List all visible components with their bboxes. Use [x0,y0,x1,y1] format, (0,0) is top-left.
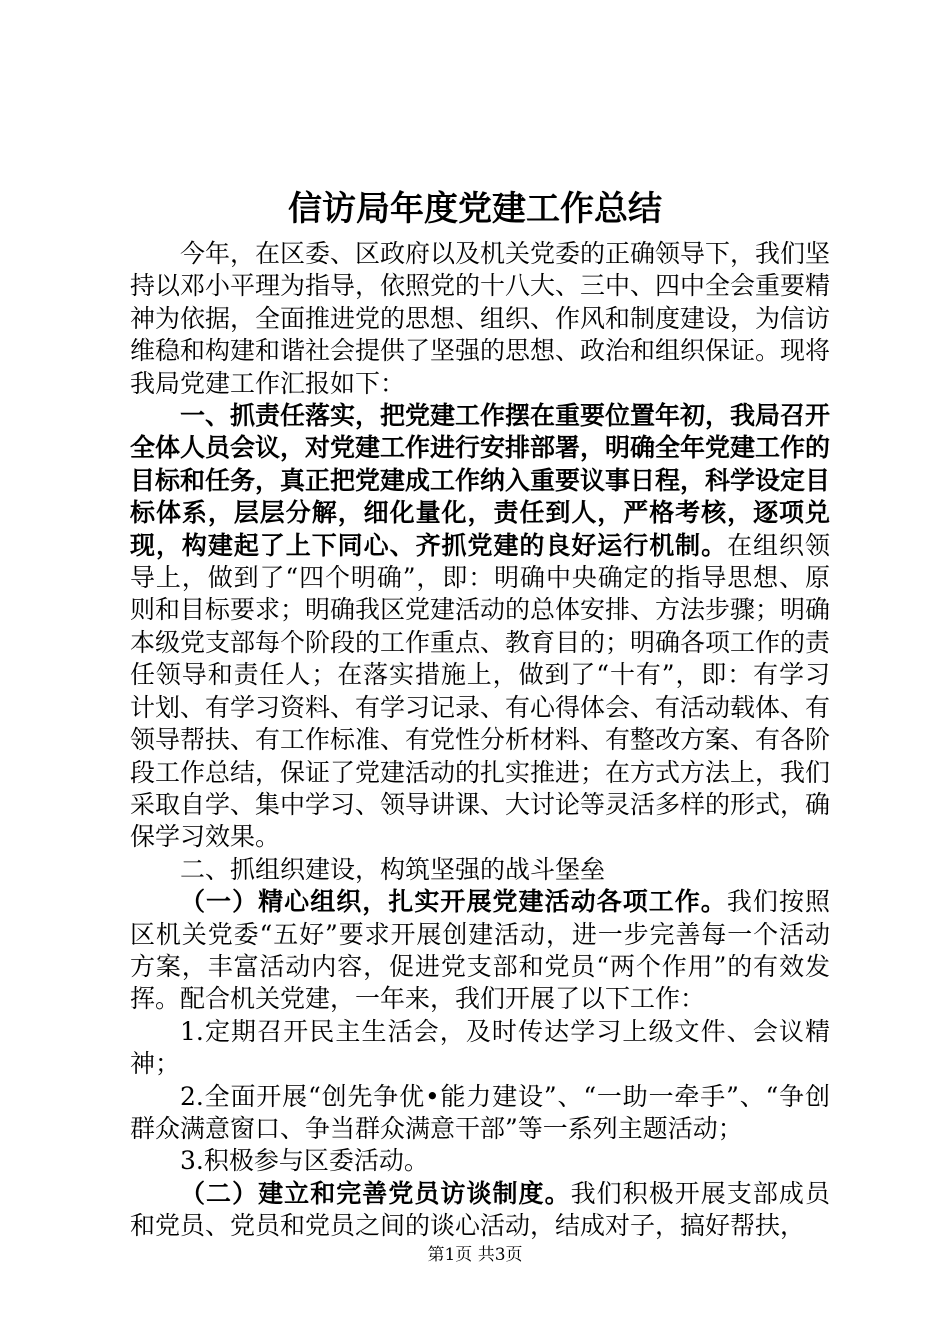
page-number-footer: 第1页 共3页 [427,1245,523,1265]
document-body [130,238,830,1243]
subsection-2-paragraph [130,1178,830,1243]
document-title: 信访局年度党建工作总结 [288,189,662,229]
subsection-2-body: 我们积极开展支部成员和党员、党员和党员之间的谈心活动，结成对子，搞好帮扶， [130,1178,830,1241]
subsection-1-heading: （一）精心组织，扎实开展党建活动各项工作。 [180,887,727,917]
subsection-1-paragraph [130,886,830,1016]
list-item-1: 1.定期召开民主生活会，及时传达学习上级文件、会议精神； [130,1016,830,1079]
subsection-1-body: 我们按照区机关党委“五好”要求开展创建活动，进一步完善每一个活动方案，丰富活动内容，促进党支部和党员“两个作用”的有效发挥。配合机关党建，一年来，我们开展了以下工作： [130,887,830,1014]
intro-paragraph: 今年，在区委、区政府以及机关党委的正确领导下，我们坚持以邓小平理为指导，依照党的十八大、三中、四中全会重要精神为依据，全面推进党的思想、组织、作风和制度建设，为信访维稳和构建和谐社会提供了坚强的思想、政治和组织保证。现将我局党建工作汇报如下： [130,239,831,398]
section-1-heading: 一、抓责任落实，把党建工作摆在重要位置年初，我局召开全体人员会议，对党建工作进行安排部署，明确全年党建工作的目标和任务，真正把党建成工作纳入重要议事日程，科学设定目标体系，层层分解，细化量化，责任到人，严格考核，逐项兑现，构建起了上下同心、齐抓党建的良好运行机制。 [130,401,831,560]
section-1-body: 在组织领导上，做到了“四个明确”，即：明确中央确定的指导思想、原则和目标要求；明确我区党建活动的总体安排、方法步骤；明确本级党支部每个阶段的工作重点、教育目的；明确各项工作的责任领导和责任人；在落实措施上，做到了“十有”，即：有学习计划、有学习资料、有学习记录、有心得体会、有活动载体、有领导帮扶、有工作标准、有党性分析材料、有整改方案、有各阶段工作总结，保证了党建活动的扎实推进；在方式方法上，我们采取自学、集中学习、领导讲课、大讨论等灵活多样的形式，确保学习效果。 [130,530,831,852]
section-2-heading: 二、抓组织建设，构筑坚强的战斗堡垒 [180,854,606,884]
list-item-2: 2.全面开展“创先争优•能力建设”、“一助一牵手”、“争创群众满意窗口、争当群众满意干部”等一系列主题活动； [130,1081,830,1143]
section-1-paragraph [130,400,830,854]
subsection-2-heading: （二）建立和完善党员访谈制度。 [180,1178,571,1208]
list-item-3: 3.积极参与区委活动。 [180,1146,429,1176]
